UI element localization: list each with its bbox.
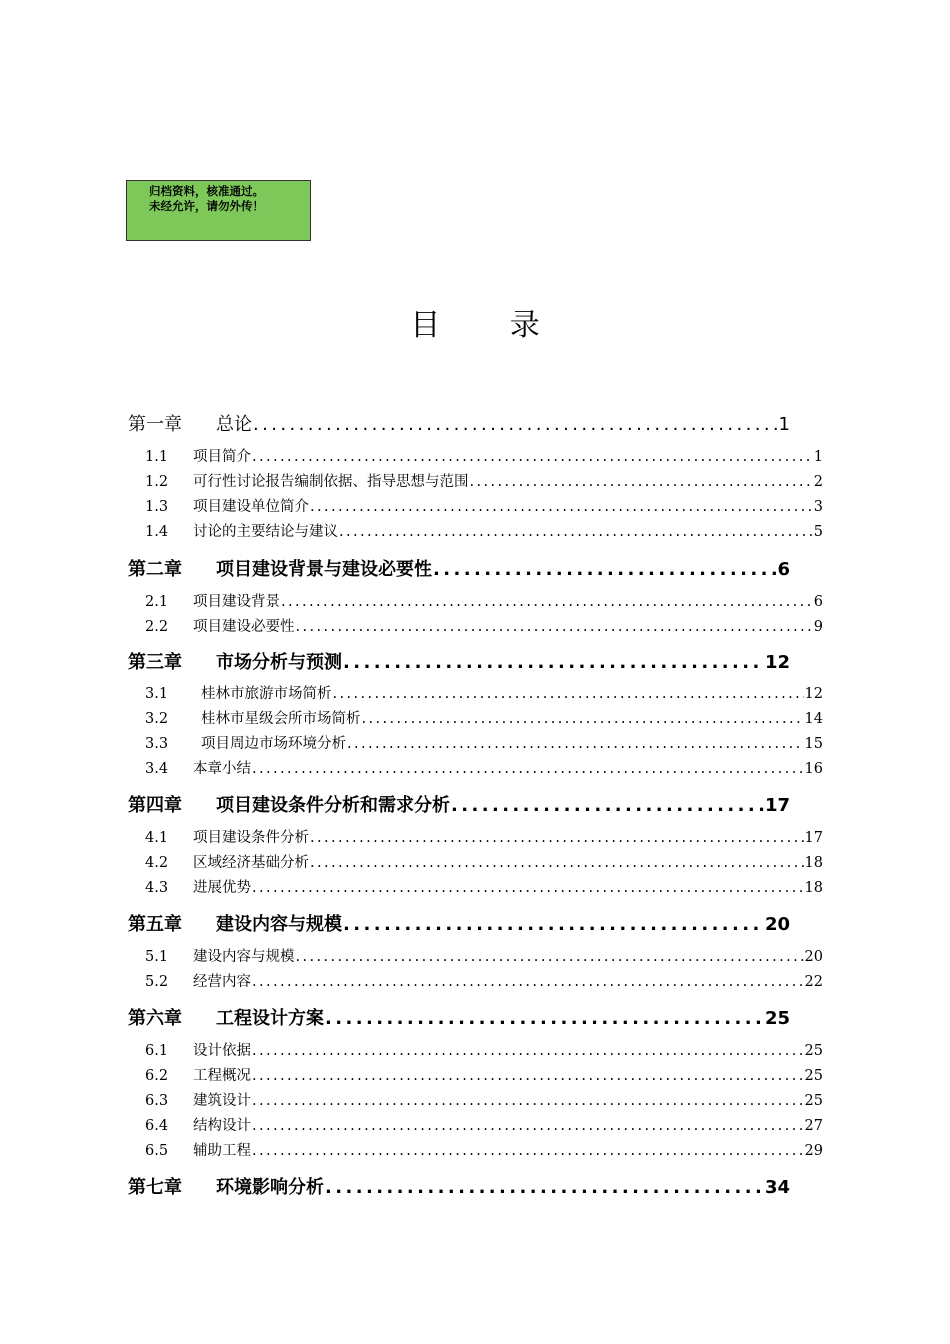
toc-dot-leader bbox=[252, 1143, 804, 1159]
toc-chapter-entry[interactable] bbox=[128, 791, 790, 817]
toc-section-entry[interactable] bbox=[145, 826, 823, 847]
toc-dot-leader bbox=[470, 474, 813, 490]
toc-dot-leader bbox=[296, 619, 813, 635]
toc-entry-title: 建设内容与规模 bbox=[216, 914, 342, 935]
toc-page-number: 25 bbox=[804, 1093, 823, 1109]
toc-dot-leader bbox=[252, 449, 813, 465]
toc-dot-leader bbox=[253, 414, 778, 435]
toc-entry-number: 第三章 bbox=[128, 652, 182, 673]
toc-entry-number: 2.2 bbox=[145, 619, 169, 635]
toc-section-entry[interactable] bbox=[145, 970, 823, 991]
toc-page-number: 5 bbox=[813, 524, 823, 540]
toc-dot-leader bbox=[310, 499, 813, 515]
toc-entry-number: 4.3 bbox=[145, 880, 169, 896]
toc-page-number: 12 bbox=[804, 686, 823, 702]
toc-entry-title: 建设内容与规模 bbox=[193, 949, 295, 965]
toc-entry-title: 建筑设计 bbox=[193, 1093, 251, 1109]
toc-page-number: 22 bbox=[804, 974, 823, 990]
toc-section-entry[interactable] bbox=[145, 1114, 823, 1135]
toc-chapter-entry[interactable] bbox=[128, 648, 790, 674]
toc-page-number: 16 bbox=[804, 761, 823, 777]
toc-dot-leader bbox=[252, 1093, 804, 1109]
toc-page-number: 9 bbox=[813, 619, 823, 635]
toc-section-entry[interactable] bbox=[145, 682, 823, 703]
toc-section-entry[interactable] bbox=[145, 615, 823, 636]
toc-page-number: 6 bbox=[813, 594, 823, 610]
toc-dot-leader bbox=[333, 686, 804, 702]
toc-entry-title: 进展优势 bbox=[193, 880, 251, 896]
toc-entry-title: 项目建设条件分析 bbox=[193, 830, 309, 846]
toc-entry-number: 第五章 bbox=[128, 914, 182, 935]
toc-page-number: 12 bbox=[764, 652, 790, 673]
toc-section-entry[interactable] bbox=[145, 590, 823, 611]
toc-page-number: 25 bbox=[804, 1043, 823, 1059]
toc-dot-leader bbox=[347, 736, 804, 752]
toc-entry-title: 项目建设单位简介 bbox=[193, 499, 309, 515]
toc-entry-title: 项目建设条件分析和需求分析 bbox=[216, 795, 450, 816]
toc-entry-number: 第二章 bbox=[128, 559, 182, 580]
toc-section-entry[interactable] bbox=[145, 757, 823, 778]
toc-section-entry[interactable] bbox=[145, 445, 823, 466]
toc-entry-number: 1.1 bbox=[145, 449, 169, 465]
toc-entry-title: 经营内容 bbox=[193, 974, 251, 990]
toc-section-entry[interactable] bbox=[145, 876, 823, 897]
toc-entry-title: 项目建设背景与建设必要性 bbox=[216, 559, 432, 580]
toc-entry-number: 3.1 bbox=[145, 686, 169, 702]
toc-entry-number: 6.3 bbox=[145, 1093, 169, 1109]
toc-section-entry[interactable] bbox=[145, 732, 823, 753]
toc-page-number: 1 bbox=[813, 449, 823, 465]
archive-stamp bbox=[126, 180, 311, 241]
toc-chapter-entry[interactable] bbox=[128, 1004, 790, 1030]
stamp-line-1: 归档资料，核准通过。 bbox=[149, 184, 264, 198]
toc-dot-leader bbox=[310, 855, 804, 871]
toc-dot-leader bbox=[310, 830, 804, 846]
toc-section-entry[interactable] bbox=[145, 495, 823, 516]
toc-entry-title: 本章小结 bbox=[193, 761, 251, 777]
toc-dot-leader bbox=[343, 652, 764, 673]
toc-section-entry[interactable] bbox=[145, 707, 823, 728]
toc-section-entry[interactable] bbox=[145, 945, 823, 966]
toc-dot-leader bbox=[252, 1118, 804, 1134]
toc-dot-leader bbox=[252, 1068, 804, 1084]
toc-entry-number: 第七章 bbox=[128, 1177, 182, 1198]
toc-entry-number: 5.1 bbox=[145, 949, 169, 965]
toc-entry-number: 6.2 bbox=[145, 1068, 169, 1084]
toc-section-entry[interactable] bbox=[145, 1039, 823, 1060]
toc-page-number: 15 bbox=[804, 736, 823, 752]
toc-dot-leader bbox=[252, 761, 804, 777]
toc-entry-title: 可行性讨论报告编制依据、指导思想与范围 bbox=[193, 474, 469, 490]
toc-entry-title: 环境影响分析 bbox=[216, 1177, 324, 1198]
stamp-line-2: 未经允许，请勿外传！ bbox=[149, 199, 264, 213]
toc-page-number: 20 bbox=[804, 949, 823, 965]
toc-entry-title: 总论 bbox=[216, 414, 252, 435]
toc-entry-number: 1.2 bbox=[145, 474, 169, 490]
toc-dot-leader bbox=[296, 949, 804, 965]
toc-entry-number: 6.4 bbox=[145, 1118, 169, 1134]
toc-entry-title: 项目周边市场环境分析 bbox=[201, 736, 346, 752]
toc-page-number: 3 bbox=[813, 499, 823, 515]
toc-dot-leader bbox=[339, 524, 813, 540]
toc-entry-number: 3.4 bbox=[145, 761, 169, 777]
toc-entry-number: 第一章 bbox=[128, 414, 182, 435]
toc-entry-title: 讨论的主要结论与建议 bbox=[193, 524, 338, 540]
toc-entry-number: 1.4 bbox=[145, 524, 169, 540]
page-title: 目 录 bbox=[410, 308, 570, 343]
toc-entry-number: 4.1 bbox=[145, 830, 169, 846]
toc-page-number: 20 bbox=[764, 914, 790, 935]
toc-entry-title: 工程概况 bbox=[193, 1068, 251, 1084]
toc-chapter-entry[interactable] bbox=[128, 910, 790, 936]
toc-entry-number: 1.3 bbox=[145, 499, 169, 515]
toc-page-number: 25 bbox=[804, 1068, 823, 1084]
toc-dot-leader bbox=[451, 795, 764, 816]
toc-entry-number: 第六章 bbox=[128, 1008, 182, 1029]
toc-section-entry[interactable] bbox=[145, 1064, 823, 1085]
toc-entry-title: 设计依据 bbox=[193, 1043, 251, 1059]
toc-entry-title: 桂林市旅游市场简析 bbox=[201, 686, 332, 702]
toc-page-number: 27 bbox=[804, 1118, 823, 1134]
toc-entry-title: 工程设计方案 bbox=[216, 1008, 324, 1029]
toc-entry-number: 5.2 bbox=[145, 974, 169, 990]
toc-entry-title: 桂林市星级会所市场简析 bbox=[201, 711, 361, 727]
toc-dot-leader bbox=[281, 594, 813, 610]
toc-dot-leader bbox=[325, 1177, 764, 1198]
toc-entry-title: 辅助工程 bbox=[193, 1143, 251, 1159]
toc-section-entry[interactable] bbox=[145, 1139, 823, 1160]
toc-entry-title: 结构设计 bbox=[193, 1118, 251, 1134]
toc-page-number: 18 bbox=[804, 855, 823, 871]
toc-dot-leader bbox=[433, 559, 776, 580]
toc-chapter-entry[interactable] bbox=[128, 555, 790, 581]
toc-page-number: 34 bbox=[764, 1177, 790, 1198]
toc-entry-title: 区域经济基础分析 bbox=[193, 855, 309, 871]
toc-page-number: 1 bbox=[778, 414, 790, 435]
toc-entry-number: 3.2 bbox=[145, 711, 169, 727]
toc-section-entry[interactable] bbox=[145, 851, 823, 872]
toc-entry-number: 第四章 bbox=[128, 795, 182, 816]
toc-page-number: 17 bbox=[764, 795, 790, 816]
toc-dot-leader bbox=[362, 711, 804, 727]
toc-page-number: 18 bbox=[804, 880, 823, 896]
toc-page-number: 17 bbox=[804, 830, 823, 846]
toc-entry-title: 市场分析与预测 bbox=[216, 652, 342, 673]
toc-dot-leader bbox=[343, 914, 764, 935]
toc-dot-leader bbox=[252, 880, 804, 896]
toc-entry-number: 6.1 bbox=[145, 1043, 169, 1059]
toc-entry-number: 3.3 bbox=[145, 736, 169, 752]
toc-page-number: 2 bbox=[813, 474, 823, 490]
toc-page-number: 6 bbox=[777, 559, 790, 580]
toc-page-number: 14 bbox=[804, 711, 823, 727]
toc-entry-title: 项目建设背景 bbox=[193, 594, 280, 610]
toc-section-entry[interactable] bbox=[145, 1089, 823, 1110]
toc-dot-leader bbox=[252, 1043, 804, 1059]
toc-section-entry[interactable] bbox=[145, 520, 823, 541]
toc-entry-title: 项目建设必要性 bbox=[193, 619, 295, 635]
toc-chapter-entry[interactable] bbox=[128, 410, 790, 436]
toc-chapter-entry[interactable] bbox=[128, 1173, 790, 1199]
toc-page-number: 25 bbox=[764, 1008, 790, 1029]
toc-entry-title: 项目简介 bbox=[193, 449, 251, 465]
toc-dot-leader bbox=[252, 974, 804, 990]
toc-section-entry[interactable] bbox=[145, 470, 823, 491]
toc-entry-number: 4.2 bbox=[145, 855, 169, 871]
toc-entry-number: 6.5 bbox=[145, 1143, 169, 1159]
toc-entry-number: 2.1 bbox=[145, 594, 169, 610]
toc-dot-leader bbox=[325, 1008, 764, 1029]
toc-page-number: 29 bbox=[804, 1143, 823, 1159]
